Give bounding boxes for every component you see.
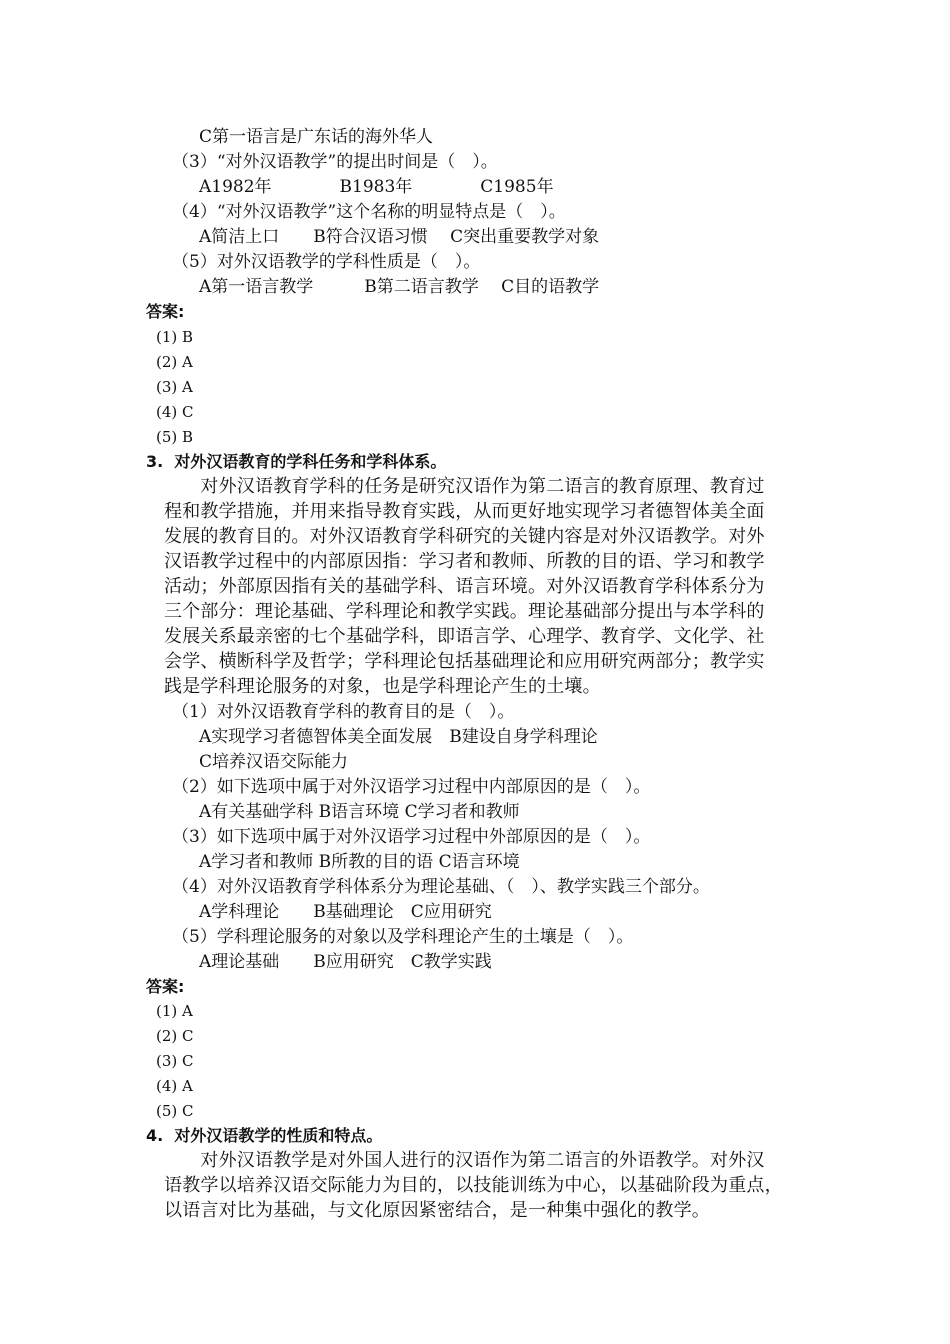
question-text: （4）对外汉语教育学科体系分为理论基础、（ ）、教学实践三个部分。 [172, 877, 710, 897]
answer-item: (4) A [156, 1077, 193, 1095]
answer-label: 答案: [146, 977, 185, 996]
answer-item: (1) A [156, 1002, 193, 1020]
question-text: （5）对外汉语教学的学科性质是（ ）。 [172, 252, 481, 272]
question-text: （3）如下选项中属于对外汉语学习过程中外部原因的是（ ）。 [172, 827, 651, 847]
paragraph-line: 以语言对比为基础，与文化原因紧密结合，是一种集中强化的教学。 [164, 1200, 710, 1221]
paragraph-line: 践是学科理论服务的对象，也是学科理论产生的土壤。 [164, 676, 601, 697]
answer-item: (1) B [156, 328, 194, 346]
answer-item: (5) B [156, 428, 194, 446]
question-text: （5）学科理论服务的对象以及学科理论产生的土壤是（ ）。 [172, 927, 634, 947]
section-heading: 4. 对外汉语教学的性质和特点。 [146, 1126, 383, 1145]
question-option: A学习者和教师 B所教的目的语 C语言环境 [199, 852, 520, 872]
paragraph-line: 程和教学措施，并用来指导教育实践，从而更好地实现学习者德智体美全面 [164, 501, 765, 522]
question-option: A理论基础 B应用研究 C教学实践 [199, 952, 492, 972]
section-heading: 3. 对外汉语教育的学科任务和学科体系。 [146, 452, 447, 471]
question-option: A第一语言教学 B第二语言教学 C目的语教学 [199, 277, 600, 297]
paragraph-line: 对外汉语教学是对外国人进行的汉语作为第二语言的外语教学。对外汉 [164, 1150, 765, 1171]
answer-item: (5) C [156, 1102, 194, 1120]
question-option: C培养汉语交际能力 [199, 752, 349, 772]
question-text: （4）“对外汉语教学”这个名称的明显特点是（ ）。 [172, 202, 566, 222]
paragraph-line: 活动；外部原因指有关的基础学科、语言环境。对外汉语教育学科体系分为 [164, 576, 765, 597]
question-option: A实现学习者德智体美全面发展 B建设自身学科理论 [199, 727, 598, 747]
paragraph-line: 语教学以培养汉语交际能力为目的，以技能训练为中心，以基础阶段为重点， [164, 1175, 783, 1196]
answer-item: (2) C [156, 1027, 194, 1045]
answer-item: (3) C [156, 1052, 194, 1070]
paragraph-line: 对外汉语教育学科的任务是研究汉语作为第二语言的教育原理、教育过 [164, 476, 765, 497]
answer-item: (2) A [156, 353, 193, 371]
paragraph-line: 发展关系最亲密的七个基础学科，即语言学、心理学、教育学、文化学、社 [164, 626, 765, 647]
question-text: （1）对外汉语教育学科的教育目的是（ ）。 [172, 702, 515, 722]
answer-item: (3) A [156, 378, 193, 396]
question-option: A学科理论 B基础理论 C应用研究 [199, 902, 492, 922]
paragraph-line: 会学、横断科学及哲学；学科理论包括基础理论和应用研究两部分；教学实 [164, 651, 765, 672]
question-option: A简洁上口 B符合汉语习惯 C突出重要教学对象 [199, 227, 600, 247]
question-option: C第一语言是广东话的海外华人 [199, 127, 434, 147]
answer-label: 答案: [146, 302, 185, 321]
question-option: A有关基础学科 B语言环境 C学习者和教师 [199, 802, 520, 822]
paragraph-line: 三个部分：理论基础、学科理论和教学实践。理论基础部分提出与本学科的 [164, 601, 765, 622]
paragraph-line: 发展的教育目的。对外汉语教育学科研究的关键内容是对外汉语教学。对外 [164, 526, 765, 547]
question-option: A1982年 B1983年 C1985年 [199, 177, 554, 197]
question-text: （3）“对外汉语教学”的提出时间是（ ）。 [172, 152, 498, 172]
question-text: （2）如下选项中属于对外汉语学习过程中内部原因的是（ ）。 [172, 777, 651, 797]
paragraph-line: 汉语教学过程中的内部原因指：学习者和教师、所教的目的语、学习和教学 [164, 551, 765, 572]
answer-item: (4) C [156, 403, 194, 421]
